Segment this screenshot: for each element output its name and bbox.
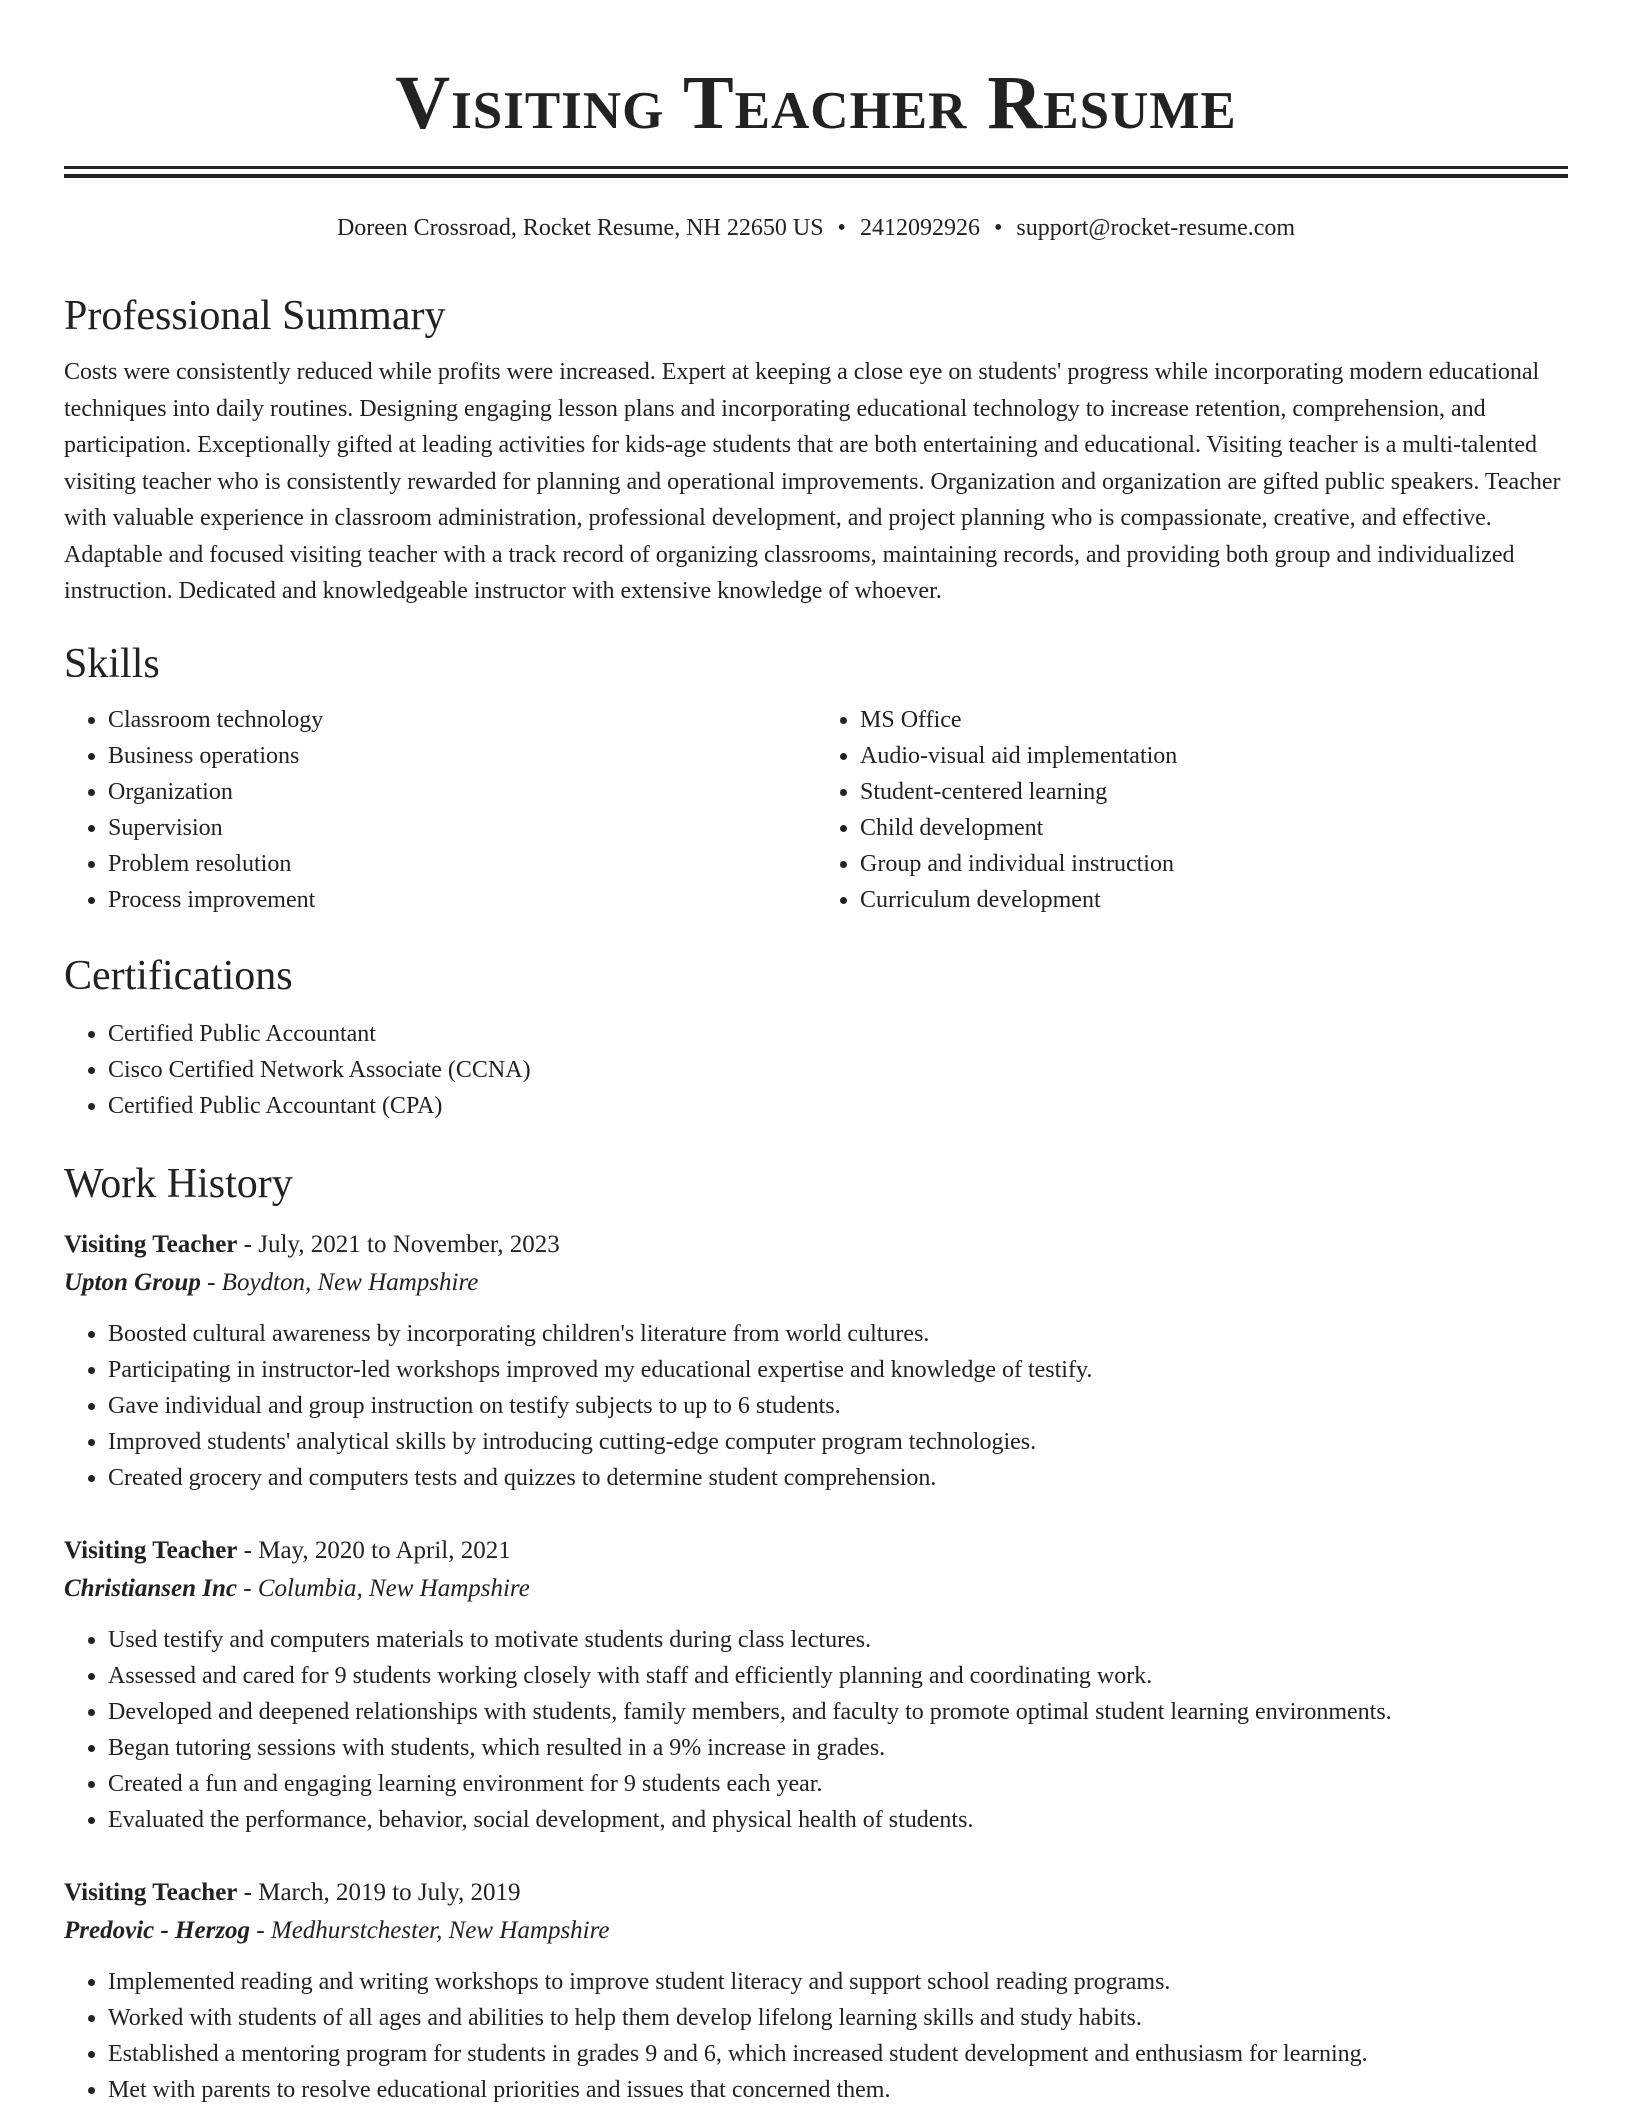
job-title-line — [64, 1226, 1568, 1264]
contact-line — [64, 212, 1568, 244]
job-company: Upton Group — [64, 1268, 201, 1296]
job-company: Predovic - Herzog — [64, 1916, 251, 1944]
job-bullets — [64, 1622, 1568, 1838]
job-dates: - May, 2020 to April, 2021 — [237, 1536, 511, 1564]
certifications-heading: Certifications — [64, 952, 293, 999]
job-bullet: • Created a fun and engaging learning environment for 9 students each year. — [108, 1766, 1568, 1802]
job-bullet: • Created grocery and computers tests and quizzes to determine student comprehension. — [108, 1460, 1568, 1496]
job-bullet: • Boosted cultural awareness by incorporating children's literature from world cultures. — [108, 1316, 1568, 1352]
job-bullet: • Participating in instructor-led workshops improved my educational expertise and knowledge of testify. — [108, 1352, 1568, 1388]
contact-phone: 2412092926 — [859, 215, 980, 241]
job-entry — [64, 1532, 1568, 1838]
skill-item: • Organization — [108, 774, 816, 810]
certification-item: • Certified Public Accountant (CPA) — [108, 1088, 1568, 1124]
skill-item: • Business operations — [108, 738, 816, 774]
certification-item: • Certified Public Accountant — [108, 1016, 1568, 1052]
job-bullet: • Used testify and computers materials to motivate students during class lectures. — [108, 1622, 1568, 1658]
job-bullet: • Began tutoring sessions with students, which resulted in a 9% increase in grades. — [108, 1730, 1568, 1766]
skill-item: • Classroom technology — [108, 702, 816, 738]
job-bullets — [64, 1316, 1568, 1496]
job-title-line — [64, 1874, 1568, 1912]
contact-address: Doreen Crossroad, Rocket Resume, NH 22650 US — [336, 215, 824, 241]
job-bullet: • Developed and deepened relationships with students, family members, and faculty to promote optimal student learning environments. — [108, 1694, 1568, 1730]
job-bullet: • Implemented reading and writing workshops to improve student literacy and support school reading programs. — [108, 1964, 1568, 2000]
resume-page — [64, 0, 1568, 2108]
skill-item: • Child development — [860, 810, 1568, 846]
resume-title: Visiting Teacher Resume — [395, 61, 1237, 145]
skill-item: • Process improvement — [108, 882, 816, 918]
job-bullet: • Met with parents to resolve educational priorities and issues that concerned them. — [108, 2072, 1568, 2108]
job-title: Visiting Teacher — [64, 1878, 238, 1906]
job-entry — [64, 1226, 1568, 1496]
job-company-line — [64, 1264, 1568, 1302]
skill-item: • MS Office — [860, 702, 1568, 738]
skill-item: • Supervision — [108, 810, 816, 846]
skills-heading: Skills — [64, 640, 160, 687]
work-history-heading: Work History — [64, 1160, 293, 1207]
job-location: - Boydton, New Hampshire — [200, 1268, 479, 1296]
job-bullets — [64, 1964, 1568, 2108]
certification-item: • Cisco Certified Network Associate (CCNA) — [108, 1052, 1568, 1088]
skills-list — [64, 702, 1568, 918]
job-title-line — [64, 1532, 1568, 1570]
title-divider-bottom — [64, 174, 1568, 178]
certifications-list — [64, 1016, 1568, 1124]
skill-item: • Student-centered learning — [860, 774, 1568, 810]
job-bullet: • Established a mentoring program for students in grades 9 and 6, which increased student development and enthusiasm for learning. — [108, 2036, 1568, 2072]
job-title: Visiting Teacher — [64, 1230, 238, 1258]
summary-heading: Professional Summary — [64, 293, 446, 339]
skill-item: • Problem resolution — [108, 846, 816, 882]
skill-item: • Audio-visual aid implementation — [860, 738, 1568, 774]
skills-column-right — [816, 702, 1568, 918]
job-company-line — [64, 1912, 1568, 1950]
job-bullet: • Gave individual and group instruction on testify subjects to up to 6 students. — [108, 1388, 1568, 1424]
summary-text: Costs were consistently reduced while profits were increased. Expert at keeping a close eye on students' progress while incorporating modern educational techniques into daily routines. Designing engaging lesson plans and incorporating educational technology to increase retention, comprehension, and participation. Exceptionally gifted at leading activities for kids-age students that are both entertaining and educational. Visiting teacher is a multi-talented visiting teacher who is consistently rewarded for planning and operational improvements. Organization and organization are gifted public speakers. Teacher with valuable experience in classroom administration, professional development, and project planning who is compassionate, creative, and effective. Adaptable and focused visiting teacher with a track record of organizing classrooms, maintaining records, and providing both group and individualized instruction. Dedicated and knowledgeable instructor with extensive knowledge of whoever. — [64, 359, 1561, 604]
job-company-line — [64, 1570, 1568, 1608]
job-bullet: • Assessed and cared for 9 students working closely with staff and efficiently planning and coordinating work. — [108, 1658, 1568, 1694]
skills-column-left — [64, 702, 816, 918]
job-bullet: • Worked with students of all ages and abilities to help them develop lifelong learning skills and study habits. — [108, 2000, 1568, 2036]
job-title: Visiting Teacher — [64, 1536, 238, 1564]
job-location: - Columbia, New Hampshire — [237, 1574, 530, 1602]
job-company: Christiansen Inc — [64, 1574, 237, 1602]
skill-item: • Group and individual instruction — [860, 846, 1568, 882]
job-dates: - March, 2019 to July, 2019 — [237, 1878, 521, 1906]
job-bullet: • Evaluated the performance, behavior, social development, and physical health of students. — [108, 1802, 1568, 1838]
contact-email: support@rocket-resume.com — [1016, 215, 1296, 241]
contact-separator: • — [837, 215, 846, 241]
skill-item: • Curriculum development — [860, 882, 1568, 918]
contact-separator: • — [993, 215, 1003, 241]
job-bullet: • Improved students' analytical skills by introducing cutting-edge computer program technologies. — [108, 1424, 1568, 1460]
job-entry — [64, 1874, 1568, 2108]
job-location: - Medhurstchester, New Hampshire — [250, 1916, 610, 1944]
job-dates: - July, 2021 to November, 2023 — [237, 1230, 560, 1258]
title-divider-top — [64, 166, 1568, 169]
